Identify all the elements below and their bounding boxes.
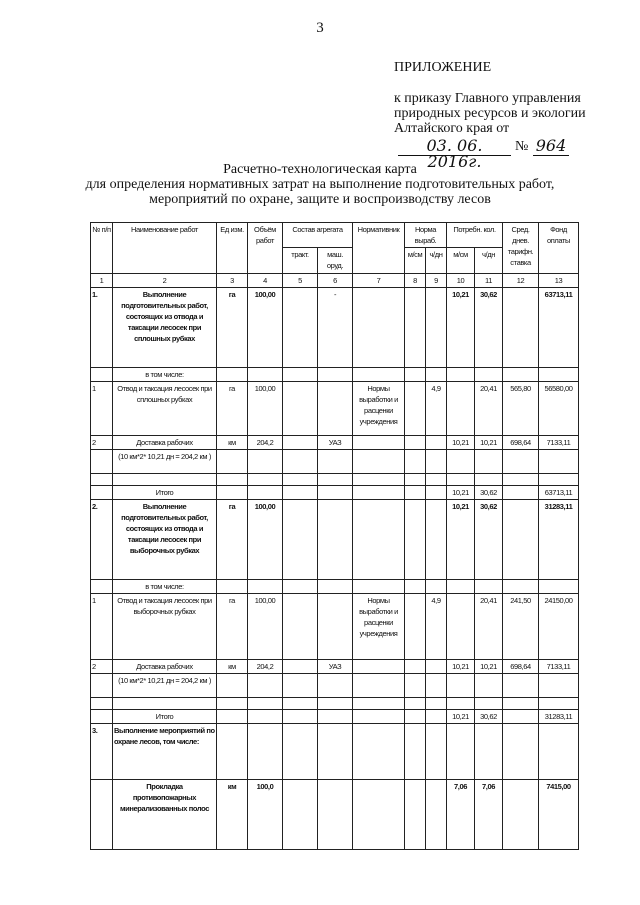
empty-cell [475, 698, 503, 710]
col-number: 9 [426, 274, 447, 288]
empty-cell [283, 780, 318, 850]
hdr-rate: Сред. днев. тарифн. ставка [503, 223, 539, 274]
total-label: Итого [113, 710, 217, 724]
empty-cell [217, 674, 248, 698]
empty-cell [405, 674, 426, 698]
column-number-row [91, 274, 579, 288]
empty-cell [539, 580, 579, 594]
table-row [91, 674, 579, 698]
hdr-volume: Объём работ [248, 223, 283, 274]
empty-cell [426, 660, 447, 674]
empty-cell [426, 436, 447, 450]
col-number: 2 [113, 274, 217, 288]
row-norm-chd: 4,9 [426, 594, 447, 660]
empty-cell [353, 450, 405, 474]
empty-cell [91, 780, 113, 850]
empty-cell [248, 486, 283, 500]
empty-cell [248, 368, 283, 382]
row-name: Доставка рабочих [113, 660, 217, 674]
empty-cell [405, 474, 426, 486]
empty-cell [283, 594, 318, 660]
table-row [91, 698, 579, 710]
row-num: 2 [91, 436, 113, 450]
row-note: (10 км*2* 10,21 дн = 204,2 км ) [113, 674, 217, 698]
empty-cell [447, 580, 475, 594]
hdr-req-ms: м/см [447, 248, 475, 274]
row-volume: 204,2 [248, 660, 283, 674]
empty-cell [91, 368, 113, 382]
row-machine: УАЗ [318, 660, 353, 674]
empty-cell [283, 436, 318, 450]
total-req-chd: 30,62 [475, 710, 503, 724]
col-number: 3 [217, 274, 248, 288]
row-unit: км [217, 436, 248, 450]
empty-cell [318, 594, 353, 660]
row-normative: Нормы выработки и расценки учреждения [353, 382, 405, 436]
row-rate: 241,50 [503, 594, 539, 660]
total-fund: 31283,11 [539, 710, 579, 724]
row-num: 3. [91, 724, 113, 780]
empty-cell [503, 698, 539, 710]
empty-cell [318, 674, 353, 698]
col-number: 8 [405, 274, 426, 288]
row-fund: 7133,11 [539, 436, 579, 450]
document-title [0, 162, 640, 207]
hdr-norm-chd: ч/дн [426, 248, 447, 274]
empty-cell [405, 500, 426, 580]
empty-cell [405, 486, 426, 500]
row-name: Выполнение мероприятий по охране лесов, том числе: [113, 724, 217, 780]
table-row [91, 594, 579, 660]
row-fund: 63713,11 [539, 288, 579, 368]
empty-cell [248, 450, 283, 474]
empty-cell [503, 724, 539, 780]
empty-cell [283, 724, 318, 780]
table-row [91, 288, 579, 368]
empty-cell [318, 382, 353, 436]
empty-cell [283, 698, 318, 710]
row-num: 1 [91, 382, 113, 436]
row-norm-chd [426, 288, 447, 368]
empty-cell [318, 780, 353, 850]
empty-cell [405, 594, 426, 660]
empty-cell [503, 674, 539, 698]
empty-cell [405, 580, 426, 594]
empty-cell [426, 724, 447, 780]
empty-cell [353, 500, 405, 580]
empty-cell [318, 698, 353, 710]
total-fund: 63713,11 [539, 486, 579, 500]
appendix-title: ПРИЛОЖЕНИЕ [394, 60, 492, 75]
empty-cell [503, 368, 539, 382]
row-req-chd: 30,62 [475, 500, 503, 580]
empty-cell [503, 450, 539, 474]
empty-cell [318, 474, 353, 486]
row-volume: 100,00 [248, 500, 283, 580]
row-rate: 698,64 [503, 436, 539, 450]
col-number: 11 [475, 274, 503, 288]
empty-cell [318, 580, 353, 594]
empty-cell [503, 474, 539, 486]
empty-cell [447, 674, 475, 698]
table-row [91, 724, 579, 780]
empty-cell [217, 486, 248, 500]
row-req-ms: 10,21 [447, 436, 475, 450]
empty-cell [283, 710, 318, 724]
empty-cell [475, 724, 503, 780]
empty-cell [405, 450, 426, 474]
row-machine: - [318, 288, 353, 368]
title-line-3: мероприятий по охране, защите и воспроизводству лесов [149, 192, 491, 207]
table-row [91, 450, 579, 474]
empty-cell [503, 486, 539, 500]
row-unit: га [217, 500, 248, 580]
header-row [91, 223, 579, 248]
empty-cell [405, 368, 426, 382]
empty-cell [283, 382, 318, 436]
empty-cell [318, 368, 353, 382]
col-number: 10 [447, 274, 475, 288]
empty-cell [405, 382, 426, 436]
empty-cell [539, 474, 579, 486]
row-unit: км [217, 780, 248, 850]
appendix-line-1: к приказу Главного управления [394, 91, 581, 106]
row-fund: 31283,11 [539, 500, 579, 580]
empty-cell [248, 698, 283, 710]
empty-cell [447, 450, 475, 474]
row-fund: 24150,00 [539, 594, 579, 660]
empty-cell [91, 580, 113, 594]
empty-cell [405, 724, 426, 780]
row-fund: 56580,00 [539, 382, 579, 436]
hdr-required: Потребн. кол. [447, 223, 503, 248]
row-normative [353, 288, 405, 368]
hdr-norm-output: Норма выраб. [405, 223, 447, 248]
row-unit: га [217, 594, 248, 660]
row-req-chd: 10,21 [475, 660, 503, 674]
empty-cell [318, 724, 353, 780]
table-row [91, 474, 579, 486]
table-row [91, 580, 579, 594]
hdr-req-chd: ч/дн [475, 248, 503, 274]
empty-cell [318, 500, 353, 580]
empty-cell [475, 368, 503, 382]
empty-cell [217, 368, 248, 382]
empty-cell [539, 724, 579, 780]
empty-cell [113, 698, 217, 710]
empty-cell [283, 486, 318, 500]
row-req-chd: 30,62 [475, 288, 503, 368]
hdr-unit: Ед изм. [217, 223, 248, 274]
col-number: 5 [283, 274, 318, 288]
total-label: Итого [113, 486, 217, 500]
row-note: (10 км*2* 10,21 дн = 204,2 км ) [113, 450, 217, 474]
empty-cell [353, 436, 405, 450]
hdr-normative: Нормативник [353, 223, 405, 274]
row-num: 2 [91, 660, 113, 674]
table-row [91, 660, 579, 674]
empty-cell [283, 500, 318, 580]
empty-cell [447, 474, 475, 486]
empty-cell [353, 474, 405, 486]
empty-cell [426, 486, 447, 500]
empty-cell [91, 674, 113, 698]
empty-cell [353, 486, 405, 500]
hdr-norm-ms: м/см [405, 248, 426, 274]
row-req-chd: 10,21 [475, 436, 503, 450]
col-number: 1 [91, 274, 113, 288]
empty-cell [447, 368, 475, 382]
row-req-ms: 10,21 [447, 288, 475, 368]
empty-cell [283, 674, 318, 698]
empty-cell [353, 368, 405, 382]
empty-cell [318, 710, 353, 724]
col-number: 6 [318, 274, 353, 288]
empty-cell [283, 660, 318, 674]
row-unit: га [217, 382, 248, 436]
empty-cell [405, 436, 426, 450]
appendix-line-2: природных ресурсов и экологии [394, 106, 586, 121]
empty-cell [426, 710, 447, 724]
including-label: в том числе: [113, 368, 217, 382]
row-volume: 100,0 [248, 780, 283, 850]
row-req-ms: 10,21 [447, 500, 475, 580]
hdr-machine: маш. оруд. [318, 248, 353, 274]
row-rate: 698,64 [503, 660, 539, 674]
table-container [90, 222, 588, 905]
row-volume: 100,00 [248, 288, 283, 368]
empty-cell [283, 450, 318, 474]
empty-cell [283, 368, 318, 382]
empty-cell [91, 474, 113, 486]
row-num: 1. [91, 288, 113, 368]
row-unit: га [217, 288, 248, 368]
col-number: 12 [503, 274, 539, 288]
row-num: 1 [91, 594, 113, 660]
empty-cell [405, 710, 426, 724]
empty-cell [475, 580, 503, 594]
empty-cell [503, 580, 539, 594]
row-rate: 565,80 [503, 382, 539, 436]
row-name: Отвод и таксация лесосек при сплошных рубках [113, 382, 217, 436]
col-number: 7 [353, 274, 405, 288]
table-row [91, 382, 579, 436]
empty-cell [539, 450, 579, 474]
empty-cell [318, 486, 353, 500]
empty-cell [283, 580, 318, 594]
calc-table [90, 222, 579, 850]
empty-cell [248, 710, 283, 724]
row-req-ms: 10,21 [447, 660, 475, 674]
empty-cell [426, 474, 447, 486]
handwritten-number: 964 [533, 138, 569, 156]
empty-cell [217, 580, 248, 594]
number-label: № [515, 139, 529, 154]
total-req-ms: 10,21 [447, 710, 475, 724]
empty-cell [91, 710, 113, 724]
row-name: Прокладка противопожарных минерализованных полос [113, 780, 217, 850]
row-name: Выполнение подготовительных работ, состоящих из отвода и таксации лесосек при выборочных рубках [113, 500, 217, 580]
empty-cell [405, 660, 426, 674]
empty-cell [539, 368, 579, 382]
empty-cell [353, 580, 405, 594]
empty-cell [426, 500, 447, 580]
empty-cell [447, 382, 475, 436]
empty-cell [283, 474, 318, 486]
row-req-ms: 7,06 [447, 780, 475, 850]
empty-cell [248, 674, 283, 698]
empty-cell [426, 450, 447, 474]
empty-cell [503, 710, 539, 724]
empty-cell [426, 698, 447, 710]
empty-cell [353, 710, 405, 724]
empty-cell [217, 698, 248, 710]
row-req-chd: 20,41 [475, 382, 503, 436]
empty-cell [475, 450, 503, 474]
empty-cell [426, 780, 447, 850]
row-normative: Нормы выработки и расценки учреждения [353, 594, 405, 660]
row-rate [503, 288, 539, 368]
table-row [91, 500, 579, 580]
row-tractor [283, 288, 318, 368]
row-fund: 7415,00 [539, 780, 579, 850]
empty-cell [248, 474, 283, 486]
including-label: в том числе: [113, 580, 217, 594]
hdr-fund: Фонд оплаты [539, 223, 579, 274]
col-number: 4 [248, 274, 283, 288]
empty-cell [91, 486, 113, 500]
empty-cell [539, 698, 579, 710]
hdr-tractor: тракт. [283, 248, 318, 274]
empty-cell [426, 674, 447, 698]
row-name: Выполнение подготовительных работ, состоящих из отвода и таксации лесосек при сплошных рубках [113, 288, 217, 368]
empty-cell [503, 500, 539, 580]
empty-cell [318, 450, 353, 474]
empty-cell [475, 474, 503, 486]
row-volume: 100,00 [248, 594, 283, 660]
empty-cell [248, 580, 283, 594]
empty-cell [447, 594, 475, 660]
table-row [91, 436, 579, 450]
row-req-chd: 20,41 [475, 594, 503, 660]
empty-cell [475, 674, 503, 698]
title-line-2: для определения нормативных затрат на выполнение подготовительных работ, [85, 177, 555, 192]
empty-cell [447, 724, 475, 780]
empty-cell [353, 660, 405, 674]
empty-cell [426, 368, 447, 382]
total-row [91, 710, 579, 724]
empty-cell [217, 710, 248, 724]
row-machine: УАЗ [318, 436, 353, 450]
row-req-chd: 7,06 [475, 780, 503, 850]
empty-cell [405, 780, 426, 850]
hdr-aggregate: Состав агрегата [283, 223, 353, 248]
total-req-ms: 10,21 [447, 486, 475, 500]
empty-cell [217, 474, 248, 486]
empty-cell [91, 450, 113, 474]
row-unit: км [217, 660, 248, 674]
empty-cell [405, 698, 426, 710]
row-name: Отвод и таксация лесосек при выборочных рубках [113, 594, 217, 660]
table-row [91, 780, 579, 850]
appendix-block [394, 60, 634, 171]
empty-cell [426, 580, 447, 594]
appendix-line-3: Алтайского края от [394, 121, 510, 136]
hdr-num: № п/п [91, 223, 113, 274]
empty-cell [113, 474, 217, 486]
empty-cell [91, 698, 113, 710]
empty-cell [353, 698, 405, 710]
empty-cell [217, 450, 248, 474]
handwritten-date: 03. 06. 2016г. [398, 138, 511, 156]
row-norm-chd: 4,9 [426, 382, 447, 436]
order-date-number [394, 136, 634, 171]
row-norm-ms [405, 288, 426, 368]
empty-cell [447, 698, 475, 710]
empty-cell [539, 674, 579, 698]
empty-cell [353, 674, 405, 698]
row-num: 2. [91, 500, 113, 580]
empty-cell [353, 780, 405, 850]
page-number: 3 [316, 20, 324, 36]
table-row [91, 368, 579, 382]
empty-cell [353, 724, 405, 780]
empty-cell [248, 724, 283, 780]
row-fund: 7133,11 [539, 660, 579, 674]
empty-cell [503, 780, 539, 850]
total-row [91, 486, 579, 500]
total-req-chd: 30,62 [475, 486, 503, 500]
title-line-1: Расчетно-технологическая карта [223, 162, 417, 177]
col-number: 13 [539, 274, 579, 288]
row-volume: 100,00 [248, 382, 283, 436]
row-name: Доставка рабочих [113, 436, 217, 450]
empty-cell [217, 724, 248, 780]
row-volume: 204,2 [248, 436, 283, 450]
hdr-name: Наименование работ [113, 223, 217, 274]
